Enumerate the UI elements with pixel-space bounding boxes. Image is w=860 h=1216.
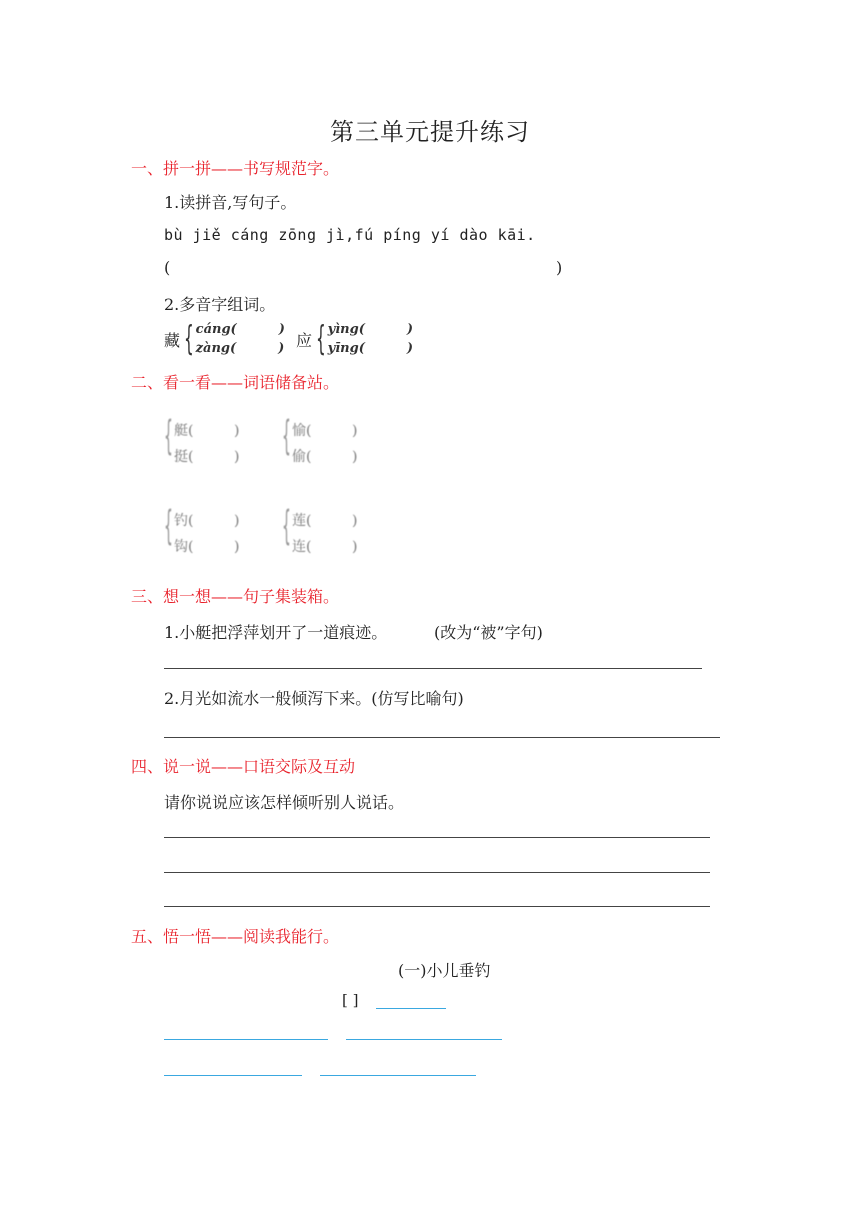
page-title: 第三单元提升练习 (330, 118, 530, 146)
polyphone-char: 应 (296, 330, 313, 350)
close-paren: ) (406, 341, 413, 356)
reading-2: yīng( (327, 341, 365, 356)
brace-icon: { (164, 413, 173, 459)
question-1-1: 1.读拼音,写句子。 (164, 193, 297, 212)
word-pair-row: 莲( ) (292, 513, 358, 529)
answer-close-paren: ) (556, 258, 563, 277)
reading-subtitle: (一)小儿垂钓 (398, 961, 491, 980)
close-paren: ) (278, 322, 285, 337)
brace-icon: { (164, 503, 173, 549)
answer-open-paren: ( (164, 258, 171, 277)
brace-icon: { (315, 319, 326, 359)
section-4-heading: 四、说一说——口语交际及互动 (131, 757, 356, 776)
blank-line (164, 1075, 302, 1076)
close-paren: ) (406, 322, 413, 337)
blank-line (164, 1039, 328, 1040)
blank-line (346, 1039, 502, 1040)
reading-1: cáng( (195, 322, 237, 337)
brace-icon: { (282, 503, 291, 549)
word-pair-row: 挺( ) (174, 449, 240, 465)
blank-line (320, 1075, 476, 1076)
section-3-heading: 三、想一想——句子集装箱。 (131, 587, 340, 606)
brace-icon: { (282, 413, 291, 459)
reading-2: zàng( (195, 341, 237, 356)
section-1-heading: 一、拼一拼——书写规范字。 (131, 159, 340, 178)
polyphone-group-ying (296, 320, 413, 358)
word-pair-row: 艇( ) (174, 423, 240, 439)
brace-icon: { (183, 319, 194, 359)
answer-line (164, 837, 710, 838)
answer-line (164, 737, 720, 738)
blank-line (376, 1008, 446, 1009)
answer-line (164, 668, 702, 669)
section-2-heading: 二、看一看——词语储备站。 (131, 373, 340, 392)
author-bracket: [ ] (342, 991, 359, 1009)
section-5-heading: 五、悟一悟——阅读我能行。 (131, 927, 340, 946)
word-pair-row: 偷( ) (292, 449, 358, 465)
word-pair-row: 钩( ) (174, 539, 240, 555)
answer-line (164, 872, 710, 873)
word-pair-row: 连( ) (292, 539, 358, 555)
question-3-1: 1.小艇把浮萍划开了一道痕迹。 (164, 623, 388, 642)
reading-1: yìng( (327, 322, 365, 337)
word-pair-row: 愉( ) (292, 423, 358, 439)
question-4-prompt: 请你说说应该怎样倾听别人说话。 (164, 793, 405, 812)
question-3-1-hint: (改为“被”字句) (434, 623, 543, 642)
answer-line (164, 906, 710, 907)
close-paren: ) (278, 341, 285, 356)
polyphone-group-cang (164, 320, 285, 358)
question-3-2: 2.月光如流水一般倾泻下来。(仿写比喻句) (164, 689, 464, 708)
polyphone-char: 藏 (164, 330, 181, 350)
question-1-2: 2.多音字组词。 (164, 295, 276, 314)
pinyin-sentence: bù jiě cáng zōng jì,fú píng yí dào kāi. (164, 226, 536, 244)
word-pair-row: 钓( ) (174, 513, 240, 529)
